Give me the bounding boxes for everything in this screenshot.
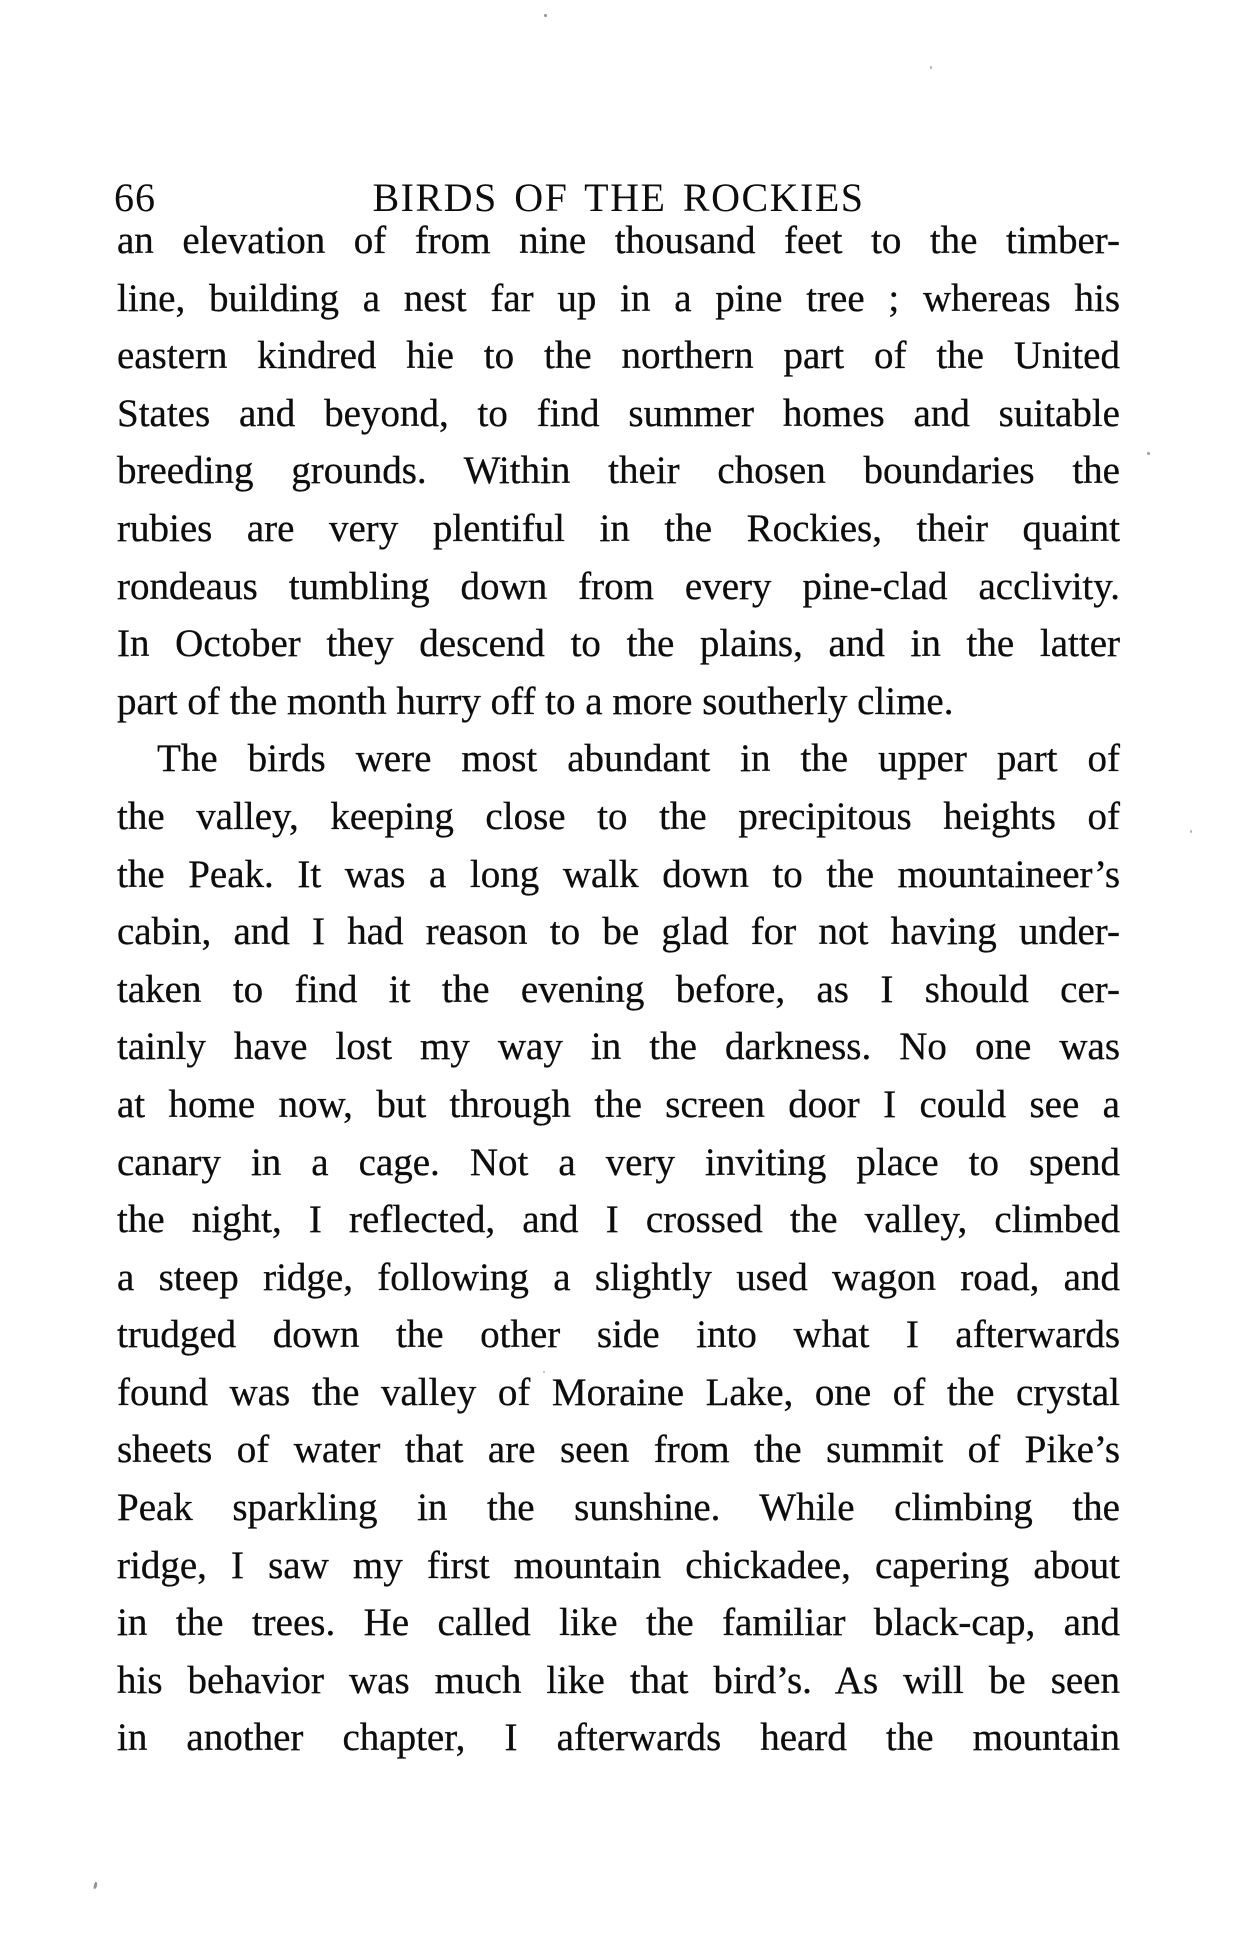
text-line: the Peak. It was a long walk down to the mountaineer’s [117, 852, 1120, 896]
text-line: found was the valley of Moraine Lake, one of the crystal [117, 1370, 1120, 1414]
text-line: Peak sparkling in the sunshine. While climbing the [117, 1486, 1120, 1530]
text-line: in the trees. He called like the familiar black-cap, and [117, 1601, 1120, 1645]
text-line: taken to find it the evening before, as I should cer- [117, 967, 1120, 1011]
text-line: ridge, I saw my first mountain chickadee, capering about [117, 1543, 1120, 1587]
text-line: canary in a cage. Not a very inviting place to spend [117, 1140, 1120, 1184]
text-line: rubies are very plentiful in the Rockies, their quaint [117, 506, 1120, 550]
scan-speck [1069, 1561, 1071, 1563]
text-line: in another chapter, I afterwards heard the mountain [117, 1716, 1120, 1760]
text-line: trudged down the other side into what I afterwards [117, 1313, 1120, 1357]
text-line: line, building a nest far up in a pine tree ; whereas his [117, 276, 1120, 320]
text-line: In October they descend to the plains, and in the latter [117, 622, 1120, 666]
text-line: breeding grounds. Within their chosen boundaries the [117, 449, 1120, 493]
text-line: States and beyond, to find summer homes and suitable [117, 391, 1120, 435]
text-line: at home now, but through the screen door I could see a [117, 1082, 1120, 1126]
text-line: his behavior was much like that bird’s. As will be seen [117, 1658, 1120, 1702]
scan-speck [543, 1371, 545, 1373]
text-line: the valley, keeping close to the precipitous heights of [117, 794, 1120, 838]
text-line: a steep ridge, following a slightly used wagon road, and [117, 1255, 1120, 1299]
text-line: an elevation of from nine thousand feet to the timber- [117, 219, 1120, 262]
scan-speck [93, 1882, 98, 1890]
text-line: rondeaus tumbling down from every pine-clad acclivity. [117, 564, 1120, 608]
page-number: 66 [114, 175, 156, 220]
text-line: The birds were most abundant in the upper part of [157, 737, 1120, 781]
scan-speck [930, 66, 932, 69]
text-line: sheets of water that are seen from the summit of Pike’s [117, 1428, 1120, 1472]
running-head-title: BIRDS OF THE ROCKIES [372, 175, 865, 220]
text-column [117, 212, 1120, 1767]
text-line: part of the month hurry off to a more southerly clime. [117, 679, 954, 723]
scan-speck [544, 14, 547, 17]
text-line: cabin, and I had reason to be glad for not having under- [117, 910, 1120, 954]
scan-speck [1190, 830, 1192, 833]
text-line: tainly have lost my way in the darkness. No one was [117, 1025, 1120, 1069]
scan-speck [1147, 452, 1150, 455]
text-line: eastern kindred hie to the northern part of the United [117, 334, 1120, 378]
text-line: the night, I reflected, and I crossed the valley, climbed [117, 1198, 1120, 1242]
